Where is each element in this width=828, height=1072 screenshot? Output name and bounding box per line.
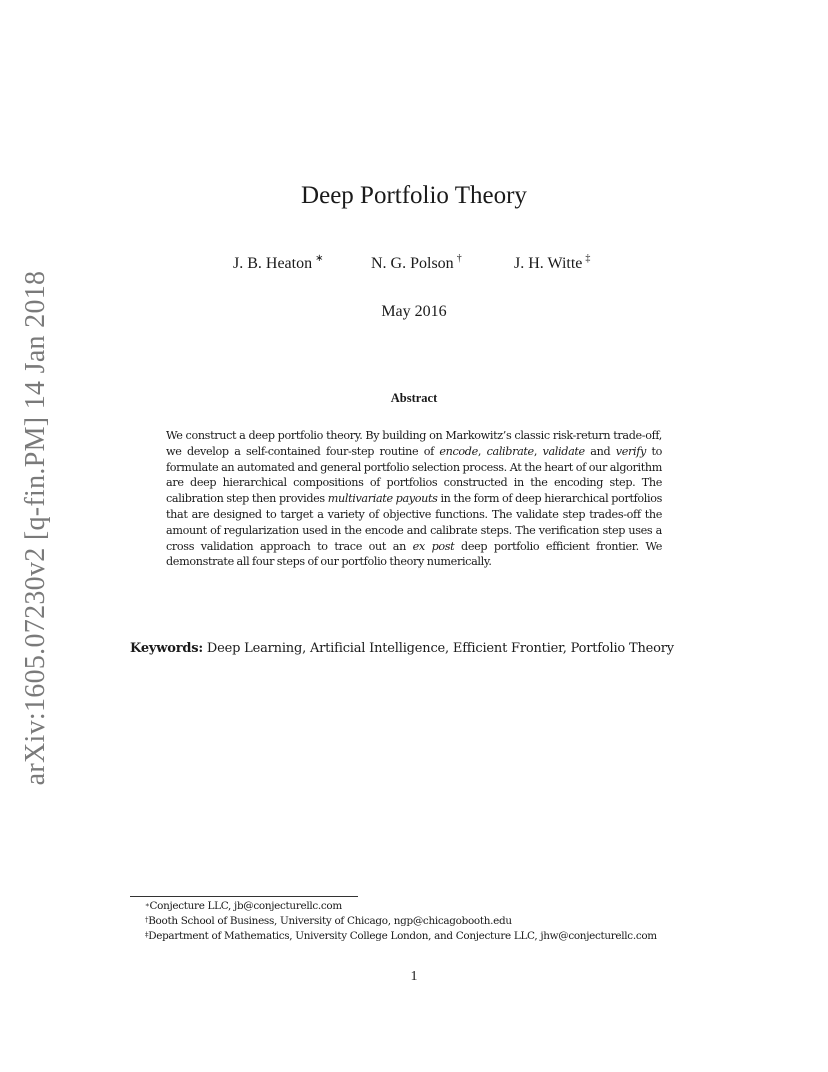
keywords-line xyxy=(130,641,730,656)
abstract-heading: Abstract xyxy=(390,391,438,405)
author-list xyxy=(0,255,828,279)
author-heaton: J. B. Heaton ∗ xyxy=(233,253,324,272)
author-witte: J. H. Witte ‡ xyxy=(514,253,591,272)
paper-title: Deep Portfolio Theory xyxy=(301,182,527,209)
footnote-divider xyxy=(130,896,358,897)
arxiv-identifier-stamp: arXiv:1605.07230v2 [q-fin.PM] 14 Jan 2018 xyxy=(20,270,51,786)
author-footnote-mark: † xyxy=(456,253,462,264)
keywords-label: Keywords: xyxy=(130,641,203,656)
footnotes xyxy=(145,899,785,944)
author-footnote-mark: ‡ xyxy=(585,253,591,264)
abstract-body: We construct a deep portfolio theory. By building on Markowitz’s classic risk-return trade-off, we develop a self-contained four-step routine of encode, calibrate, validate and verify to formulate an automated and general portfolio selection process. At the heart of our algorithm are deep hierarchical compositions of portfolios constructed in the encoding step. The calibration step then provides multivariate payouts in the form of deep hierarchical portfolios that are designed to target a variety of objective functions. The validate step trades-off the amount of regularization used in the encode and calibrate steps. The verification step uses a cross validation approach to trace out an ex post deep portfolio efficient frontier. We demonstrate all four steps of our portfolio theory numerically. xyxy=(166,429,662,569)
author-polson: N. G. Polson † xyxy=(371,253,462,272)
author-footnote-mark: ∗ xyxy=(315,253,324,264)
publication-date: May 2016 xyxy=(381,303,447,320)
footnote-witte: ‡Department of Mathematics, University College London, and Conjecture LLC, jhw@conjecturellc.com xyxy=(145,930,657,942)
keywords-text: Deep Learning, Artificial Intelligence, Efficient Frontier, Portfolio Theory xyxy=(202,641,674,656)
footnote-polson: †Booth School of Business, University of Chicago, ngp@chicagobooth.edu xyxy=(145,915,512,927)
page-number: 1 xyxy=(410,969,418,984)
footnote-heaton: ∗Conjecture LLC, jb@conjecturellc.com xyxy=(145,900,342,912)
